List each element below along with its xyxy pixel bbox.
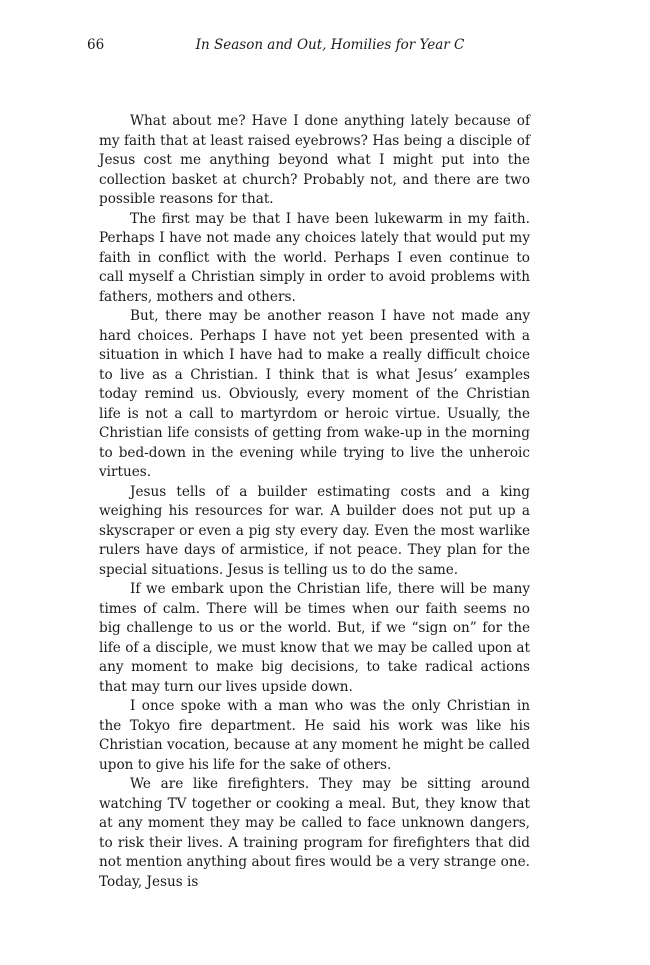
paragraph: What about me? Have I done anything lately because of my faith that at least raised eyebrows? Has being a disciple of Jesus cost me anything beyond what I might put into the collection basket at church? Probably not, and there are two possible reasons for that. — [99, 113, 530, 207]
paragraph: Jesus tells of a builder estimating costs and a king weighing his resources for war. A builder does not put up a skyscraper or even a pig sty every day. Even the most warlike rulers have days of armistice, if not peace. They plan for the special situations. Jesus is telling us to do the same. — [99, 483, 530, 578]
paragraph: We are like firefighters. They may be sitting around watching TV together or cooking a meal. But, they know that at any moment they may be called to face unknown dangers, to risk their lives. A training program for firefighters that did not mention anything about fires would be a very strange one. Today, Jesus is — [99, 776, 530, 890]
body-text — [99, 112, 530, 892]
page-number: 66 — [87, 37, 105, 53]
paragraph: I once spoke with a man who was the only Christian in the Tokyo fire department. He said his work was like his Christian vocation, because at any moment he might be called upon to give his life for the sake of others. — [99, 698, 530, 773]
running-head: In Season and Out, Homilies for Year C — [195, 37, 465, 53]
paragraph: The first may be that I have been lukewarm in my faith. Perhaps I have not made any choices lately that would put my faith in conflict with the world. Perhaps I even continue to call myself a Christian simply in order to avoid problems with fathers, mothers and others. — [99, 210, 530, 305]
paragraph: But, there may be another reason I have not made any hard choices. Perhaps I have not yet been presented with a situation in which I have had to make a really difficult choice to live as a Christian. I think that is what Jesus’ examples today remind us. Obviously, every moment of the Christian life is not a call to martyrdom or heroic virtue. Usually, the Christian life consists of getting from wake-up in the morning to bed-down in the evening while trying to live the unheroic virtues. — [99, 308, 530, 480]
paragraph: If we embark upon the Christian life, there will be many times of calm. There will be times when our faith seems no big challenge to us or the world. But, if we “sign on” for the life of a disciple, we must know that we may be called upon at any moment to make big decisions, to take radical actions that may turn our lives upside down. — [99, 581, 530, 695]
